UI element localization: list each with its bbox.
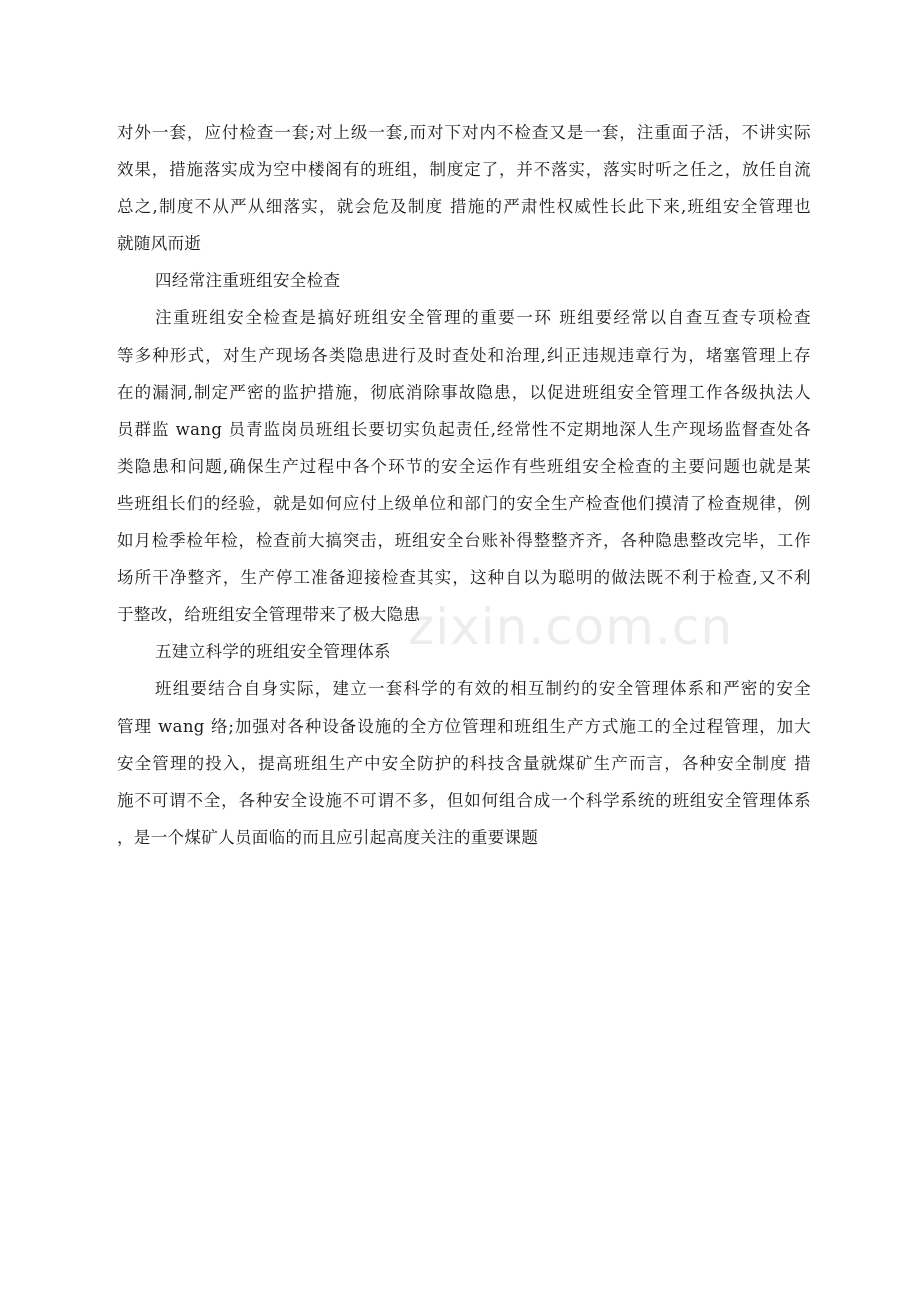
paragraph-line: ，是一个煤矿人员面临的而且应引起高度关注的重要课题 xyxy=(117,827,539,847)
paragraph-3 xyxy=(117,670,811,855)
paragraph-line: 场所干净整齐，生产停工准备迎接检查其实，这种自以为聪明的做法既不利于检查,又不利 xyxy=(117,568,811,588)
paragraph-line: 员群监 wang 员青监岗员班组长要切实负起责任,经常性不定期地深人生产现场监督查处各 xyxy=(117,419,811,439)
paragraph-line: 对外一套，应付检查一套;对上级一套,而对下对内不检查又是一套，注重面子活，不讲实际 xyxy=(117,123,811,142)
document-page xyxy=(117,114,811,856)
section-heading-5: 五建立科学的班组安全管理体系 xyxy=(155,642,391,662)
paragraph-line: 总之,制度不从严从细落实，就会危及制度 措施的严肃性权威性长此下来,班组安全管理也 xyxy=(117,197,811,217)
paragraph-2 xyxy=(117,299,811,633)
paragraph-line: 等多种形式，对生产现场各类隐患进行及时查处和治理,纠正违规违章行为，堵塞管理上存 xyxy=(117,345,811,365)
paragraph-line: 管理 wang 络;加强对各种设备设施的全方位管理和班组生产方式施工的全过程管理，加大 xyxy=(117,716,811,736)
paragraph-line: 于整改，给班组安全管理带来了极大隐患 xyxy=(117,605,421,625)
paragraph-line: 施不可谓不全，各种安全设施不可谓不多，但如何组合成一个科学系统的班组安全管理体系 xyxy=(117,790,811,810)
paragraph-line: 效果，措施落实成为空中楼阁有的班组，制度定了，并不落实，落实时听之任之，放任自流 xyxy=(117,160,811,180)
paragraph-line: 在的漏洞,制定严密的监护措施，彻底消除事故隐患，以促进班组安全管理工作各级执法人 xyxy=(117,382,811,402)
paragraph-line: 类隐患和问题,确保生产过程中各个环节的安全运作有些班组安全检查的主要问题也就是某 xyxy=(117,456,811,476)
paragraph-line: 就随风而逝 xyxy=(117,234,202,254)
site-watermark: zixin.com.cn xyxy=(408,598,734,656)
section-heading-4: 四经常注重班组安全检查 xyxy=(155,271,341,291)
paragraph-1 xyxy=(117,114,811,262)
paragraph-line: 班组要结合自身实际，建立一套科学的有效的相互制约的安全管理体系和严密的安全 xyxy=(155,679,811,699)
paragraph-line: 些班组长们的经验，就是如何应付上级单位和部门的安全生产检查他们摸清了检查规律，例 xyxy=(117,493,811,513)
paragraph-line: 注重班组安全检查是搞好班组安全管理的重要一环 班组要经常以自查互查专项检查 xyxy=(155,308,811,328)
paragraph-line: 安全管理的投入，提高班组生产中安全防护的科技含量就煤矿生产而言，各种安全制度 措 xyxy=(117,753,811,773)
paragraph-line: 如月检季检年检，检查前大搞突击，班组安全台账补得整整齐齐，各种隐患整改完毕，工作 xyxy=(117,531,811,551)
